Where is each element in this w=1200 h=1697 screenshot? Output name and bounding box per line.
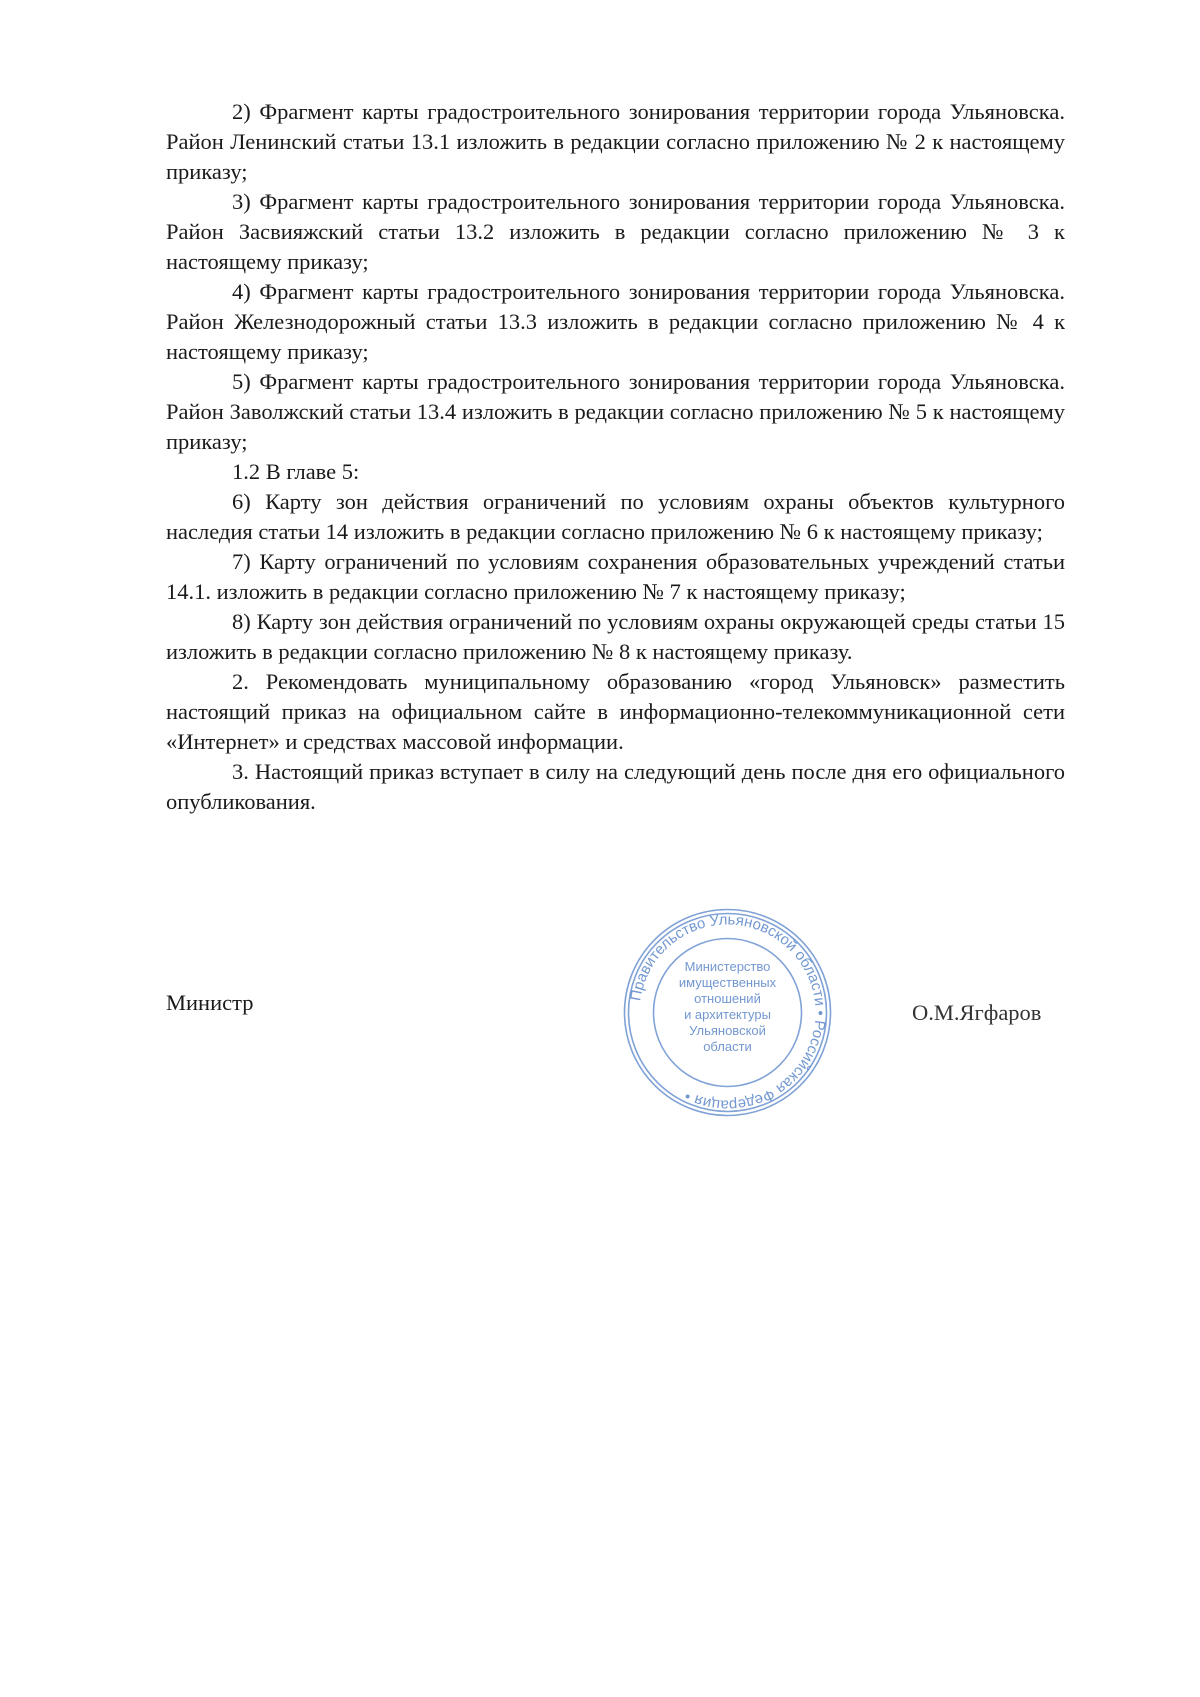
document-body [166,97,1065,817]
stamp-inner-line: и архитектуры [684,1007,771,1022]
paragraph: 8) Карту зон действия ограничений по условиям охраны окружающей среды статьи 15 изложить в редакции согласно приложению № 8 к настоящему приказу. [166,609,1065,664]
paragraph: 1.2 В главе 5: [232,459,360,484]
signatory-position: Министр [166,990,254,1015]
stamp-inner-line: Ульяновской [689,1023,766,1038]
paragraph: 3. Настоящий приказ вступает в силу на следующий день после дня его официального опубликования. [166,759,1065,814]
paragraph: 6) Карту зон действия ограничений по условиям охраны объектов культурного наследия статьи 14 изложить в редакции согласно приложению № 6 к настоящему приказу; [166,489,1065,544]
official-stamp [620,905,835,1120]
stamp-inner-line: Министерство [684,959,771,974]
stamp-inner-line: отношений [694,991,761,1006]
stamp-inner-line: имущественных [678,975,777,990]
svg-text:Правительство Ульяновской обла: Правительство Ульяновской области • Российская Федерация • [627,911,829,1114]
stamp-inner-line: области [703,1039,752,1054]
signatory-name: О.М.Ягфаров [912,1000,1042,1025]
paragraph: 3) Фрагмент карты градостроительного зонирования территории города Ульяновска. Район Засвияжский статьи 13.2 изложить в редакции согласно приложению № 3 к настоящему приказу; [166,189,1065,274]
paragraph: 2) Фрагмент карты градостроительного зонирования территории города Ульяновска. Район Ленинский статьи 13.1 изложить в редакции согласно приложению № 2 к настоящему приказу; [166,99,1065,184]
paragraph: 7) Карту ограничений по условиям сохранения образовательных учреждений статьи 14.1. изложить в редакции согласно приложению № 7 к настоящему приказу; [166,549,1065,604]
paragraph: 4) Фрагмент карты градостроительного зонирования территории города Ульяновска. Район Железнодорожный статьи 13.3 изложить в редакции согласно приложению № 4 к настоящему приказу; [166,279,1065,364]
paragraph: 2. Рекомендовать муниципальному образованию «город Ульяновск» разместить настоящий приказ на официальном сайте в информационно-телекоммуникационной сети «Интернет» и средствах массовой информации. [166,669,1065,754]
paragraph: 5) Фрагмент карты градостроительного зонирования территории города Ульяновска. Район Заволжский статьи 13.4 изложить в редакции согласно приложению № 5 к настоящему приказу; [166,369,1065,454]
